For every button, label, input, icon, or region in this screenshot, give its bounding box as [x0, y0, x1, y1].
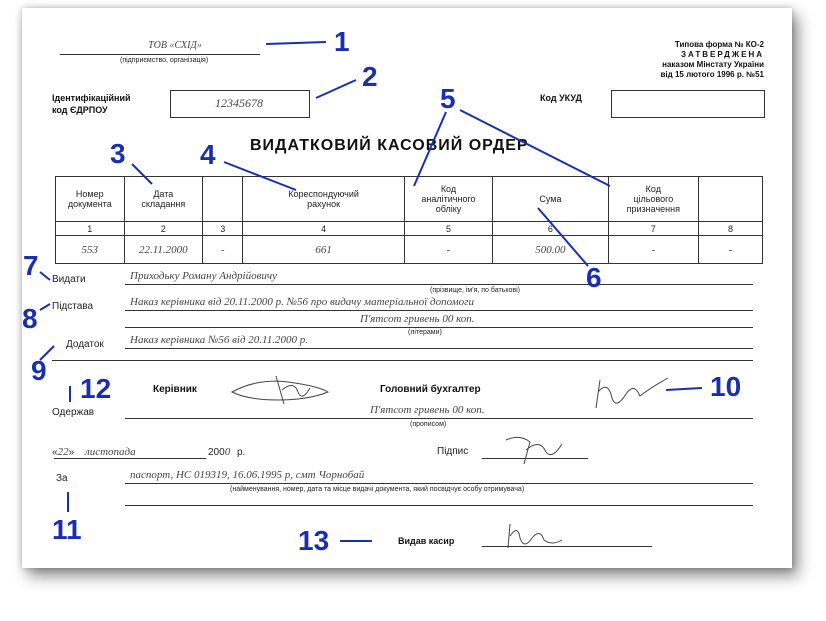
- form-header-line3: наказом Мінстату України: [662, 60, 764, 69]
- date-day: 22: [57, 446, 69, 458]
- cell-doc-number: 553: [56, 236, 125, 264]
- callout-9: 9: [31, 355, 47, 386]
- suma-line: [125, 327, 753, 328]
- edrpou-label: [52, 92, 131, 116]
- document-title: ВИДАТКОВИЙ КАСОВИЙ ОРДЕР: [250, 137, 529, 154]
- edrpou-value: 12345678: [215, 96, 263, 110]
- suma-words: П'ятсот гривень 00 коп.: [360, 313, 475, 325]
- col-header-3: [203, 177, 243, 222]
- callout-11: 11: [52, 514, 82, 545]
- za-label: За: [56, 473, 68, 484]
- edrpou-label-line1: Ідентифікаційний: [52, 93, 131, 103]
- cell-target-code: -: [608, 236, 698, 264]
- za-line-2: [125, 505, 753, 506]
- dodatok-value: Наказ керівника №56 від 20.11.2000 р.: [130, 334, 308, 346]
- pidstava-value: Наказ керівника від 20.11.2000 р. №56 про видачу матеріальної допомоги: [130, 296, 474, 308]
- col-header-8: [698, 177, 762, 222]
- dodatok-line-2: [52, 360, 753, 361]
- cell-date: 22.11.2000: [124, 236, 202, 264]
- order-table: [55, 176, 763, 264]
- buh-signature: [590, 368, 672, 416]
- table-header-row: [56, 177, 763, 222]
- col-header-sum: Сума: [493, 177, 608, 222]
- callout-3: 3: [110, 138, 126, 169]
- callout-10: 10: [710, 371, 742, 402]
- col-number: 6: [493, 222, 608, 236]
- col-number: 3: [203, 222, 243, 236]
- date-month: листопада: [84, 446, 136, 458]
- form-header-line1: Типова форма № КО-2: [674, 40, 764, 49]
- callout-2: 2: [362, 61, 378, 92]
- col-number: 1: [56, 222, 125, 236]
- cell-corr-account: 661: [243, 236, 404, 264]
- pidstava-label: Підстава: [52, 301, 94, 312]
- callout-1: 1: [334, 26, 350, 57]
- vydaty-line: [125, 284, 753, 285]
- col-number: 4: [243, 222, 404, 236]
- form-header: [604, 40, 764, 80]
- col-header-date: Дата складання: [124, 177, 202, 222]
- kerivnyk-signature: [228, 370, 336, 410]
- buh-label: Головний бухгалтер: [380, 384, 481, 395]
- date-line: [54, 458, 206, 459]
- form-header-line2: ЗАТВЕРДЖЕНА: [680, 50, 764, 59]
- suma-caption: (літерами): [408, 329, 442, 336]
- vydaty-caption: (прізвище, ім'я, по батькові): [430, 287, 520, 294]
- edrpou-label-line2: код ЄДРПОУ: [52, 105, 108, 115]
- za-line: [125, 483, 753, 484]
- table-number-row: [56, 222, 763, 236]
- dodatok-label: Додаток: [66, 339, 104, 350]
- cell-sum: 500.00: [493, 236, 608, 264]
- col-number: 8: [698, 222, 762, 236]
- callout-4: 4: [200, 139, 216, 170]
- callout-13: 13: [298, 525, 330, 556]
- vydaty-value: Приходьку Роману Андрійовичу: [130, 270, 277, 282]
- za-value: паспорт, НС 019319, 16.06.1995 р, смт Чорнобай: [130, 469, 365, 481]
- cell-8: -: [698, 236, 762, 264]
- date-year: 2000 р.: [208, 446, 246, 458]
- kasyr-label: Видав касир: [398, 536, 455, 546]
- callout-5: 5: [440, 83, 456, 114]
- col-header-corr-account: Кореспондуючий рахунок: [243, 177, 404, 222]
- form-header-line4: від 15 лютого 1996 р. №51: [660, 70, 764, 79]
- vydaty-label: Видати: [52, 274, 86, 285]
- col-number: 7: [608, 222, 698, 236]
- ukud-box: [611, 90, 765, 118]
- pidpys-signature: [500, 430, 566, 470]
- org-line: [60, 54, 260, 55]
- kasyr-signature: [500, 518, 566, 554]
- cell-3: -: [203, 236, 243, 264]
- oderzhav-value: П'ятсот гривень 00 коп.: [370, 404, 485, 416]
- callout-12: 12: [80, 373, 112, 404]
- col-number: 5: [404, 222, 492, 236]
- oderzhav-line: [125, 418, 753, 419]
- callout-7: 7: [23, 250, 39, 281]
- oderzhav-label: Одержав: [52, 407, 95, 418]
- org-name: ТОВ «СХІД»: [148, 40, 202, 51]
- za-caption: (найменування, номер, дата та місце видачі документа, який посвідчує особу отримувача): [230, 486, 525, 493]
- kerivnyk-label: Керівник: [153, 384, 197, 395]
- col-number: 2: [124, 222, 202, 236]
- ukud-label: Код УКУД: [540, 93, 582, 103]
- pidstava-line: [125, 310, 753, 311]
- oderzhav-caption: (прописом): [410, 421, 447, 428]
- pidpys-label: Підпис: [437, 446, 469, 457]
- org-caption: (підприємство, організація): [120, 57, 209, 64]
- dodatok-line: [125, 348, 753, 349]
- col-header-target-code: Код цільового призначення: [608, 177, 698, 222]
- table-row: [56, 236, 763, 264]
- cell-analytic-code: -: [404, 236, 492, 264]
- callout-6: 6: [586, 262, 602, 293]
- col-header-doc-number: Номер документа: [56, 177, 125, 222]
- callout-8: 8: [22, 303, 38, 334]
- col-header-analytic-code: Код аналітичного обліку: [404, 177, 492, 222]
- date-row: «22» листопада: [52, 446, 136, 458]
